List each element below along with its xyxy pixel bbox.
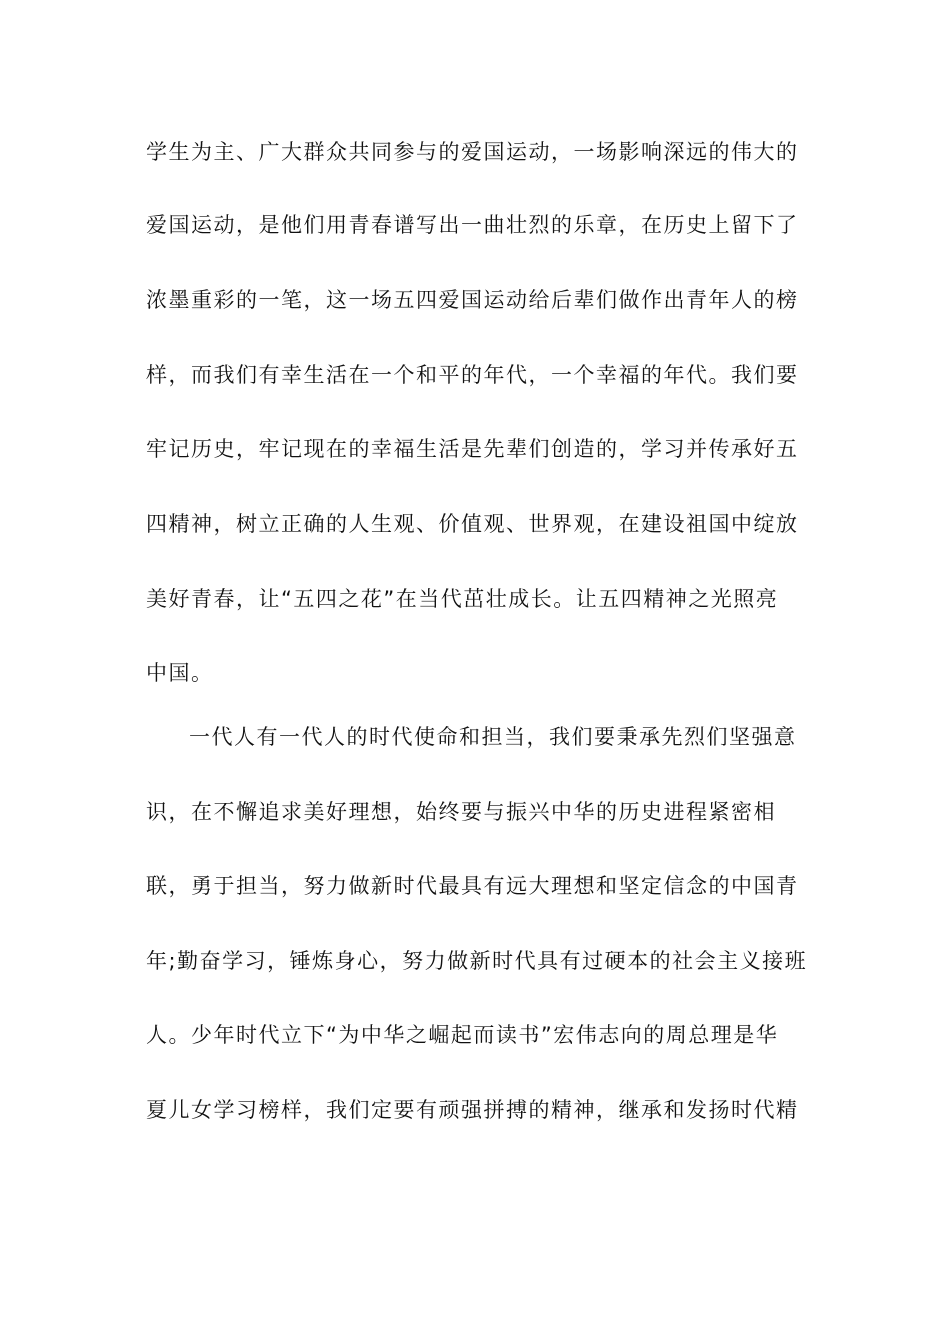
text-line: 爱国运动，是他们用青春谱写出一曲壮烈的乐章，在历史上留下了 (146, 213, 799, 237)
text-line: 样，而我们有幸生活在一个和平的年代，一个幸福的年代。我们要 (146, 363, 799, 387)
text-line: 浓墨重彩的一笔，这一场五四爱国运动给后辈们做作出青年人的榜 (146, 288, 799, 312)
text-line: 牢记历史，牢记现在的幸福生活是先辈们创造的，学习并传承好五 (146, 437, 799, 461)
text-line: 学生为主、广大群众共同参与的爱国运动，一场影响深远的伟大的 (146, 140, 799, 164)
text-line: 中国。 (146, 661, 214, 685)
text-line: 识，在不懈追求美好理想，始终要与振兴中华的历史进程紧密相 (146, 800, 776, 824)
paragraph-first-line: 一代人有一代人的时代使命和担当，我们要秉承先烈们坚强意 (189, 725, 797, 749)
text-line: 四精神，树立正确的人生观、价值观、世界观，在建设祖国中绽放 (146, 512, 799, 536)
text-line: 美好青春，让“五四之花”在当代茁壮成长。让五四精神之光照亮 (146, 587, 779, 611)
text-line: 夏儿女学习榜样，我们定要有顽强拼搏的精神，继承和发扬时代精 (146, 1098, 799, 1122)
text-line: 联，勇于担当，努力做新时代最具有远大理想和坚定信念的中国青 (146, 874, 799, 898)
text-line: 人。少年时代立下“为中华之崛起而读书”宏伟志向的周总理是华 (146, 1023, 779, 1047)
text-line: 年;勤奋学习，锤炼身心，努力做新时代具有过硬本的社会主义接班 (146, 949, 808, 973)
